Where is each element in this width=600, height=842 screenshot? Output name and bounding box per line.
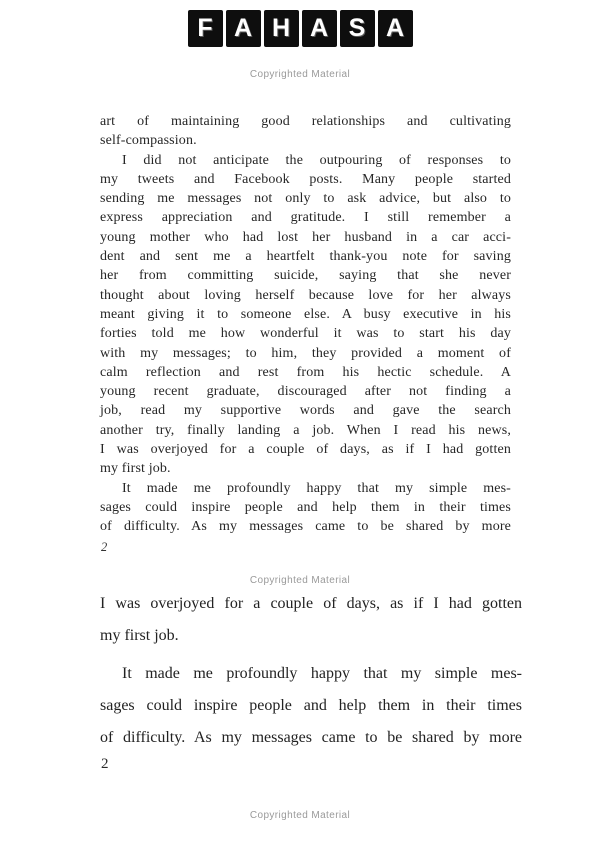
text-line: meant giving it to someone else. A busy executive in his [100,306,511,322]
text-line: of difficulty. As my messages came to be shared by more [100,519,511,535]
text-line: her from committing suicide, saying that she never [100,268,511,284]
copyright-notice-middle: Copyrighted Material [249,575,351,586]
text-line: forties told me how wonderful it was to start his day [100,326,511,342]
page-number-two: 2 [101,756,109,772]
logo-letter-tile: A [226,10,261,47]
logo-letter-tile: F [188,10,223,47]
text-line: another try, finally landing a job. When I read his news, [100,422,511,438]
fahasa-logo [0,10,600,47]
text-line: young mother who had lost her husband in a car acci- [100,229,511,245]
text-line: of difficulty. As my messages came to be shared by more [100,729,522,746]
text-line: my first job. [100,461,171,477]
text-line: It made me profoundly happy that my simple mes- [122,665,522,682]
text-line: sages could inspire people and help them in their times [100,697,522,714]
logo-letter-tile: S [340,10,375,47]
text-line: sending me messages not only to ask advice, but also to [100,191,511,207]
text-line: I did not anticipate the outpouring of responses to [122,152,511,168]
text-line: my tweets and Facebook posts. Many people started [100,171,511,187]
text-line: It made me profoundly happy that my simple mes- [122,480,511,496]
copyright-notice-top: Copyrighted Material [249,69,351,80]
text-line: calm reflection and rest from his hectic schedule. A [100,364,511,380]
text-line: I was overjoyed for a couple of days, as if I had gotten [100,597,522,612]
book-page-two-text [100,597,522,754]
copyright-notice-bottom: Copyrighted Material [249,810,351,821]
text-line: my first job. [100,627,179,644]
text-line: art of maintaining good relationships and cultivating [100,114,511,129]
page-number-one: 2 [101,540,108,554]
text-line: self-compassion. [100,133,197,149]
logo-letter-tile: A [378,10,413,47]
text-line: dent and sent me a heartfelt thank-you note for saving [100,249,511,265]
text-line: job, read my supportive words and gave the search [100,403,511,419]
text-line: I was overjoyed for a couple of days, as if I had gotten [100,442,511,458]
text-line: thought about loving herself because love for her always [100,287,511,303]
text-line: express appreciation and gratitude. I still remember a [100,210,511,226]
logo-letter-tile: H [264,10,299,47]
logo-letter-tile: A [302,10,337,47]
book-page-one-text [100,112,511,537]
text-line: with my messages; to him, they provided a moment of [100,345,511,361]
text-line: young recent graduate, discouraged after not finding a [100,384,511,400]
text-line: sages could inspire people and help them in their times [100,499,511,515]
